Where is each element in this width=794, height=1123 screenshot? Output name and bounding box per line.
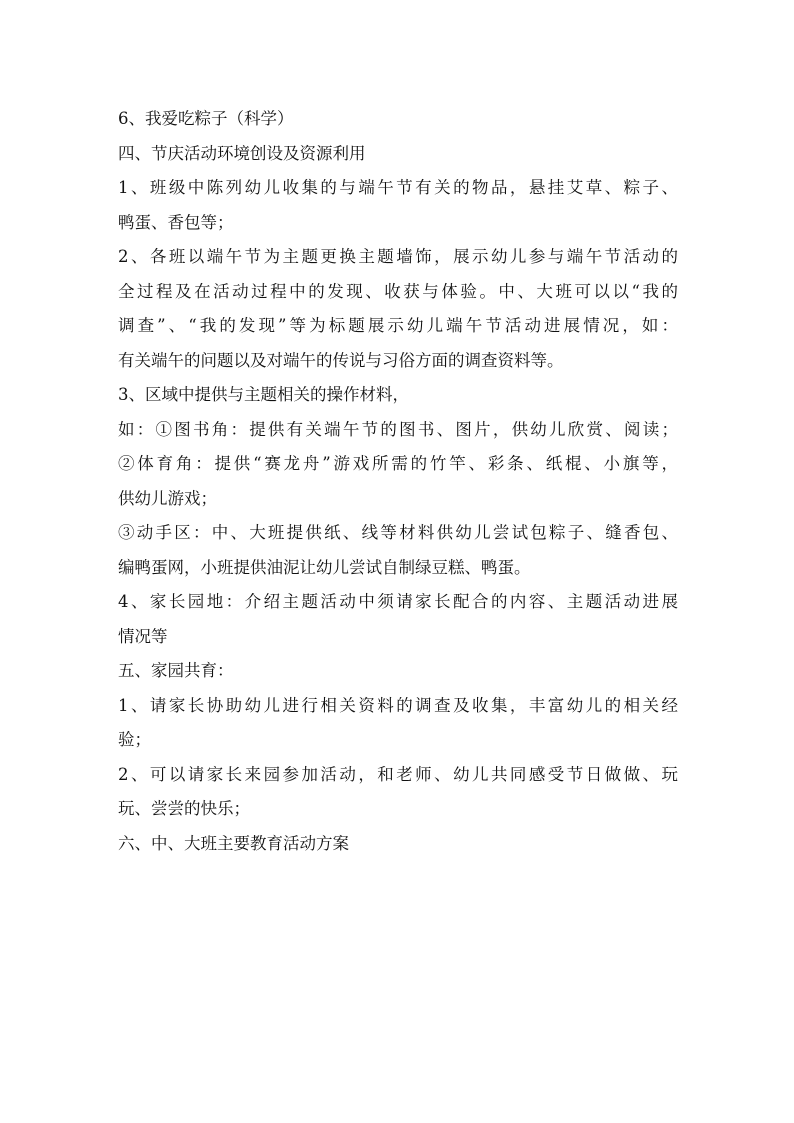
text-line: 供幼儿游戏； [118,488,217,508]
text-line: 3、区域中提供与主题相关的操作材料， [118,385,409,404]
text-line: 1、班级中陈列幼儿收集的与端午节有关的物品，悬挂艾草、粽子、 [118,178,678,197]
text-line: 2、可以请家长来园参加活动，和老师、幼儿共同感受节日做做、玩 [118,764,678,784]
text-line: ③动手区：中、大班提供纸、线等材料供幼儿尝试包粽子、缝香包、 [118,523,678,542]
text-line: ②体育角：提供“赛龙舟”游戏所需的竹竿、彩条、纸棍、小旗等， [118,454,678,473]
text-line: 情况等 [118,626,168,646]
text-line: 编鸭蛋网，小班提供油泥让幼儿尝试自制绿豆糕、鸭蛋。 [118,557,531,577]
text-line: 6、我爱吃粽子（科学） [118,109,294,128]
text-line: 验； [118,730,151,749]
section-heading: 四、节庆活动环境创设及资源利用 [118,143,366,163]
text-line: 1、请家长协助幼儿进行相关资料的调查及收集，丰富幼儿的相关经 [118,695,678,715]
text-line: 玩、尝尝的快乐； [118,799,250,818]
text-line: 如：①图书角：提供有关端午节的图书、图片，供幼儿欣赏、阅读； [118,419,678,439]
text-line: 有关端午的问题以及对端午的传说与习俗方面的调查资料等。 [118,350,564,370]
text-line: 鸭蛋、香包等； [118,212,234,232]
section-heading: 五、家园共育： [118,661,234,680]
text-line: 4、家长园地：介绍主题活动中须请家长配合的内容、主题活动进展 [118,592,678,611]
text-line: 2、各班以端午节为主题更换主题墙饰，展示幼儿参与端午节活动的 [118,247,678,266]
text-line: 调查”、“我的发现”等为标题展示幼儿端午节活动进展情况，如： [118,316,678,335]
text-line: 全过程及在活动过程中的发现、收获与体验。中、大班可以以“我的 [118,281,678,301]
section-heading: 六、中、大班主要教育活动方案 [118,833,349,853]
document-body [118,102,678,861]
